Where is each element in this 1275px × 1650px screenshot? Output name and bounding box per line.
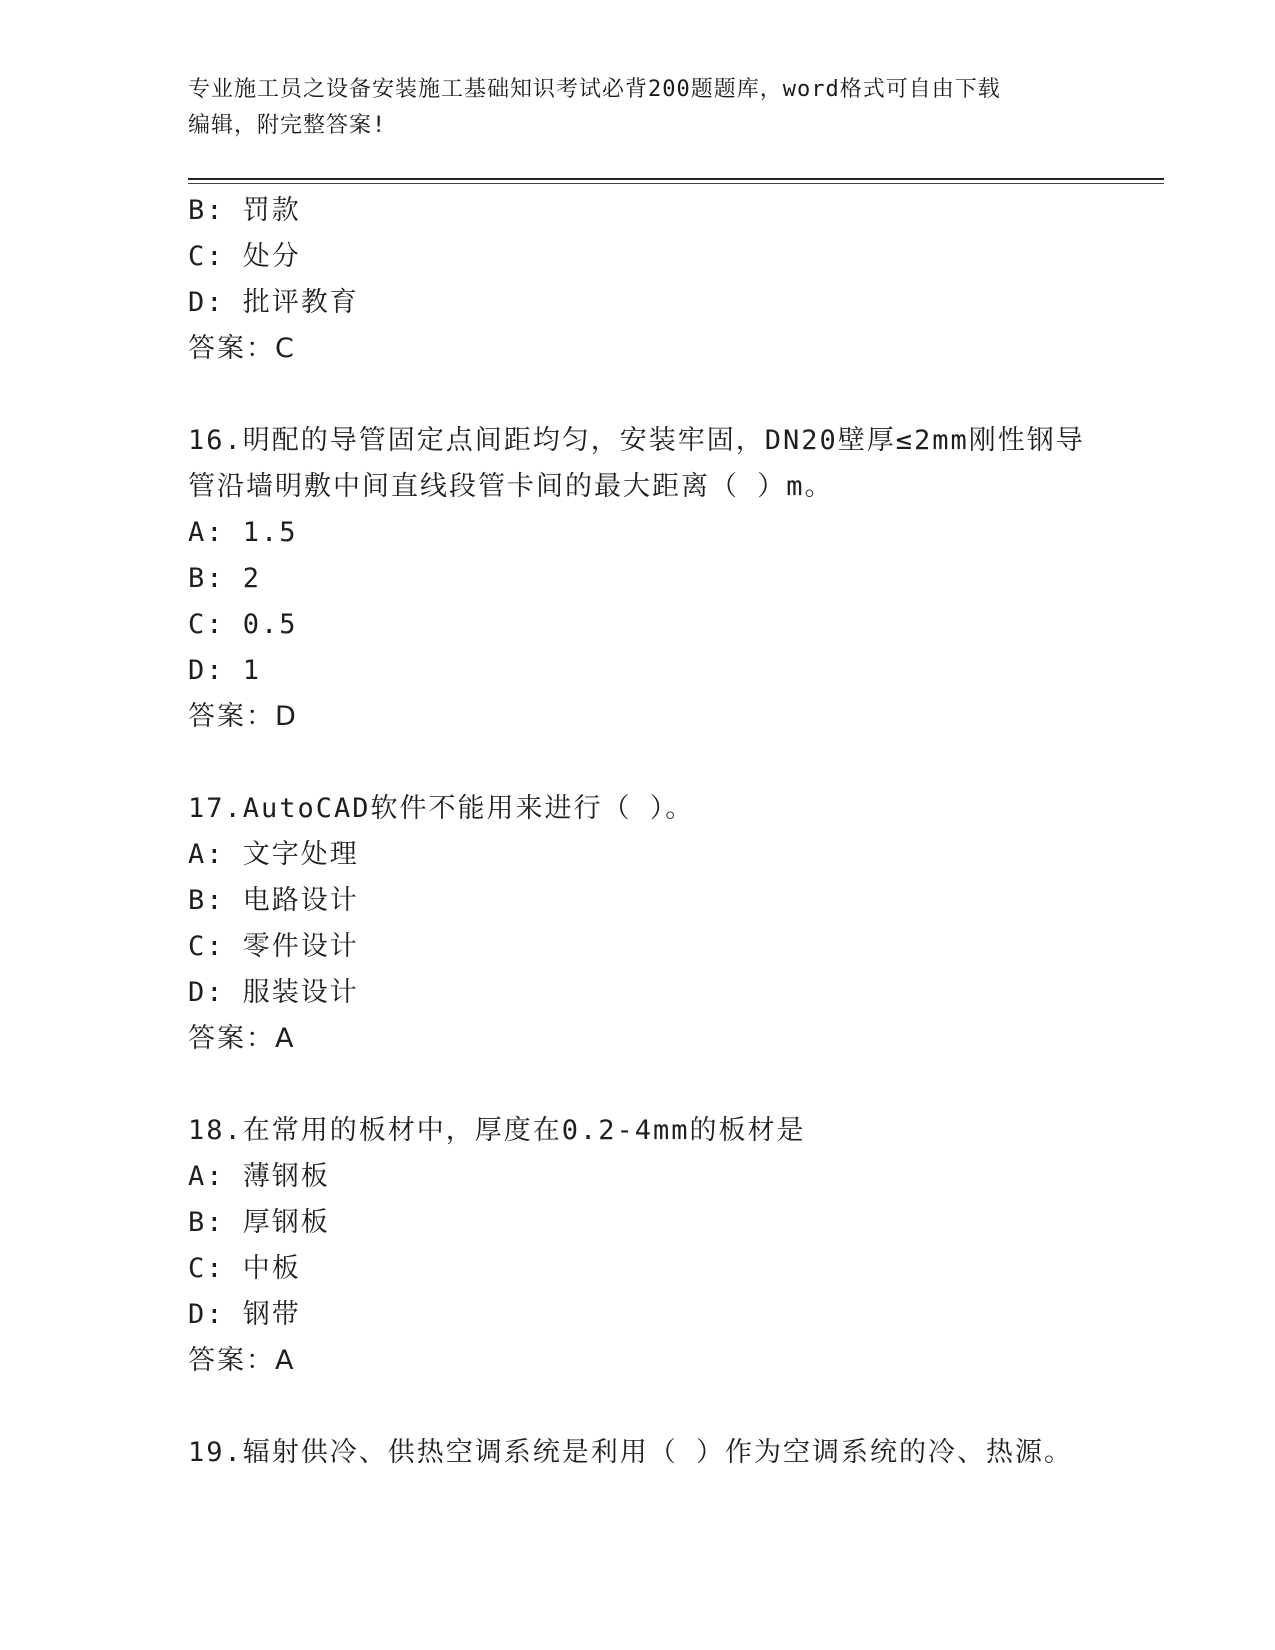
prev-question-block — [188, 188, 1148, 372]
option-c: C: 处分 — [188, 241, 301, 272]
option-a: A: 文字处理 — [188, 839, 359, 870]
header-line-1: 专业施工员之设备安装施工基础知识考试必背200题题库，word格式可自由下载 — [188, 77, 1001, 102]
option-b: B: 厚钢板 — [188, 1207, 330, 1238]
question-16 — [188, 418, 1148, 740]
header-line-2: 编辑，附完整答案! — [188, 113, 387, 138]
question-18 — [188, 1108, 1148, 1384]
answer-line: 答案：A — [188, 1023, 296, 1054]
option-d: D: 批评教育 — [188, 287, 359, 318]
option-a: A: 薄钢板 — [188, 1161, 330, 1192]
header-divider-thin — [188, 183, 1164, 184]
document-header — [188, 72, 1088, 144]
question-text: 16.明配的导管固定点间距均匀，安装牢固，DN20壁厚≤2mm刚性钢导 — [188, 425, 1085, 456]
option-c: C: 中板 — [188, 1253, 301, 1284]
question-gap — [188, 372, 1148, 418]
answer-line: 答案：D — [188, 701, 298, 732]
option-a: A: 1.5 — [188, 517, 298, 548]
question-list — [188, 188, 1148, 1476]
header-divider-thick — [188, 178, 1164, 180]
option-c: C: 零件设计 — [188, 931, 359, 962]
option-b: B: 电路设计 — [188, 885, 359, 916]
question-text: 18.在常用的板材中，厚度在0.2-4mm的板材是 — [188, 1115, 806, 1146]
question-text: 19.辐射供冷、供热空调系统是利用（ ）作为空调系统的冷、热源。 — [188, 1437, 1074, 1468]
question-19 — [188, 1430, 1148, 1476]
option-d: D: 1 — [188, 655, 262, 686]
option-b: B: 罚款 — [188, 195, 301, 226]
question-text: 17.AutoCAD软件不能用来进行（ ）。 — [188, 793, 695, 824]
question-17 — [188, 786, 1148, 1062]
option-d: D: 服装设计 — [188, 977, 359, 1008]
question-gap — [188, 1062, 1148, 1108]
option-b: B: 2 — [188, 563, 262, 594]
question-gap — [188, 740, 1148, 786]
question-gap — [188, 1384, 1148, 1430]
answer-line: 答案：C — [188, 333, 296, 364]
option-c: C: 0.5 — [188, 609, 298, 640]
question-text: 管沿墙明敷中间直线段管卡间的最大距离（ ）m。 — [188, 471, 834, 502]
answer-line: 答案：A — [188, 1345, 296, 1376]
option-d: D: 钢带 — [188, 1299, 301, 1330]
